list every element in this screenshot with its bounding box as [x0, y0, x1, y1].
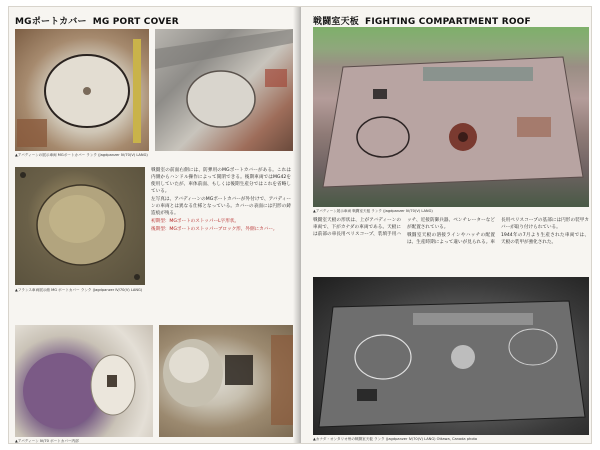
- right-paragraph-3: 1944年の7月より生産された車両では、天板の装甲が強化された。: [501, 233, 589, 245]
- right-page-heading: [313, 14, 531, 27]
- heading-en: FIGHTING COMPARTMENT ROOF: [365, 17, 531, 27]
- fighting-compartment-roof-photo-2: [313, 277, 589, 435]
- left-paragraph-2: 左写真は、アバディーンのMGポートカバーが外付けで、アバディーンの車両とは異なる仕様となっている。カバーの表面には円形の鋳造痕が残る。: [151, 197, 291, 216]
- mg-port-cover-photo-1: [15, 29, 149, 151]
- mg-port-cover-photo-5: [159, 325, 293, 437]
- left-body-text: [151, 167, 291, 327]
- left-page-heading: [15, 14, 179, 27]
- caption-middle-photo: ▲フランス車両展示館 MG ポートカバー ランク (Jagdpanzer Ⅳ/70(V) LANG): [15, 288, 143, 292]
- caption-right-bottom-photo: ▲カナダ・オンタリオ州の戦闘室天板 ランク (Jagdpanzer Ⅳ/70(V) LANG) Ottawa, Canada photo: [313, 437, 478, 441]
- mg-port-cover-photo-4: [15, 325, 153, 437]
- mg-port-cover-photo-2: [155, 29, 293, 151]
- right-page: [301, 7, 592, 444]
- book-spread: [8, 6, 592, 444]
- left-page: [9, 7, 299, 444]
- right-paragraph-1: 戦闘室天板の形状は、上がアバディーンの車両で、下がカナダの車両である。天板には前部の車長用ペリスコープ、装填手用ハッチ、近接防御兵器、ベンチレーターなどが配置されている。: [313, 218, 495, 237]
- heading-jp: MGポートカバー: [15, 17, 87, 27]
- heading-en: MG PORT COVER: [92, 17, 179, 27]
- heading-jp: 戦闘室天板: [313, 17, 360, 27]
- right-body-text: [313, 217, 589, 273]
- caption-top-photo: ▲アバディーンの展示車両 MGポートカバー ランク (Jagdpanzer Ⅳ/70(V) LANG): [15, 153, 148, 157]
- fighting-compartment-roof-photo-1: [313, 27, 589, 207]
- right-paragraph-2: 戦闘室天板の溶接ラインやハッチの配置は、生産時期によって違いが見られる。車長用ペリスコープの基部には円形の装甲カバーが取り付けられている。: [407, 218, 589, 245]
- spec-line-1: 初期型：MGポートのストッパーL字形状。: [151, 219, 240, 224]
- caption-bottom-photo: ▲アバディーン Ⅳ/70 ポートカバー内部: [15, 439, 79, 443]
- mg-port-cover-photo-3: [15, 167, 145, 285]
- caption-right-top-photo: ▲アバディーン展示車両 戦闘室天板 ランク (Jagdpanzer Ⅳ/70(V) LANG): [313, 209, 433, 213]
- left-paragraph-1: 戦闘室の前面右側には、防弾用のMGポートカバーがある。これは内側からハンドル操作によって開閉できる。後期車両ではMG42を使用していたが、車体前面、もしくは後期生産分ではこれを省略している。: [151, 168, 291, 194]
- spec-line-2: 後期型：MGポートのストッパーブロック形、外側にカバー。: [151, 227, 278, 232]
